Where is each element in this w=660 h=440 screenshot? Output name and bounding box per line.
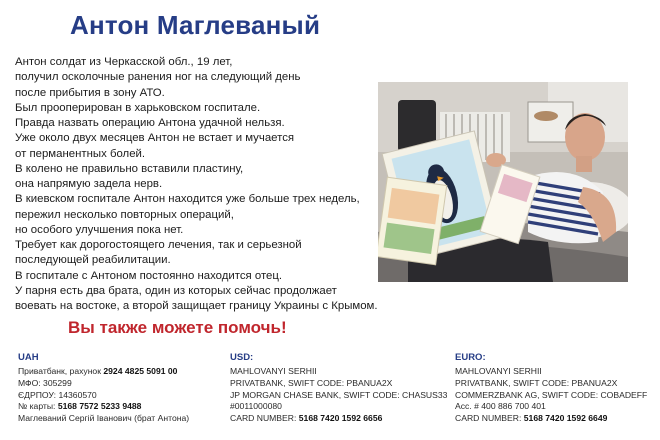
story-line: В госпитале с Антоном постоянно находится отец.: [15, 269, 283, 282]
bank1-row: PRIVATBANK, SWIFT CODE: PBANUA2X: [455, 377, 618, 388]
story-line: Правда назвать операцию Антона удачной нельзя.: [15, 117, 285, 129]
name-row: MAHLOVANYI SERHII: [455, 366, 542, 376]
card-number: 5168 7420 1592 6656: [298, 413, 383, 424]
account-row: [18, 366, 189, 378]
photo-illustration: [378, 82, 628, 282]
card-row: [230, 413, 447, 425]
account-row: Acc. # 400 886 700 401: [455, 401, 546, 412]
card-label: CARD NUMBER:: [455, 413, 524, 424]
card-number: 5168 7420 1592 6649: [523, 413, 608, 424]
story-line: от перманентных болей.: [15, 147, 146, 160]
story-line: пережил несколько повторных операций,: [15, 208, 234, 221]
story-line: после прибытия в зону АТО.: [15, 86, 165, 99]
story-line: воевать на востоке, а второй защищает границу Украины с Крымом.: [15, 300, 378, 312]
bank-details-eur: [455, 352, 647, 425]
story-line: В колено не правильно вставили пластину,: [15, 162, 244, 175]
account-row: #0011000080: [230, 401, 282, 412]
story-line: Был прооперирован в харьковском госпитале.: [15, 101, 261, 114]
account-number: 2924 4825 5091 00: [103, 366, 178, 376]
story-line: получил осколочные ранения ног на следующий день: [15, 71, 301, 84]
bank-details-usd: [230, 352, 447, 425]
bank2-row: COMMERZBANK AG, SWIFT CODE: COBADEFF: [455, 389, 648, 400]
bank-details-uah: [18, 352, 189, 425]
story-line: Требует как дорогостоящего лечения, так и серьезной: [15, 239, 302, 251]
story-line: В киевском госпитале Антон находится уже больше трех недель,: [15, 193, 360, 206]
story-line: но особого улучшения пока нет.: [15, 223, 184, 236]
card-row: [18, 401, 189, 413]
currency-heading: EURO:: [455, 352, 486, 363]
mfo-row: МФО: 305299: [18, 377, 72, 388]
bank2-row: JP MORGAN CHASE BANK, SWIFT CODE: CHASUS33: [230, 389, 448, 400]
card-number: 5168 7572 5233 9488: [57, 401, 142, 412]
page-title: Антон Маглеваный: [70, 10, 321, 40]
currency-heading: USD:: [230, 352, 254, 363]
story-line: она напрямую задела нерв.: [15, 178, 163, 190]
currency-heading: UAH: [18, 352, 39, 363]
card-label: CARD NUMBER:: [230, 413, 299, 424]
holder-row: Маглеваний Сергій Іванович (брат Антона): [18, 413, 190, 424]
story-text: [15, 55, 390, 314]
story-line: Уже около двух месяцев Антон не встает и мучается: [15, 132, 295, 145]
photo-soldier-in-hospital: [378, 82, 628, 282]
story-line: Антон солдат из Черкасской обл., 19 лет,: [15, 56, 233, 68]
card-label: № карты:: [18, 401, 58, 412]
bank1-row: PRIVATBANK, SWIFT CODE: PBANUA2X: [230, 377, 393, 388]
name-row: MAHLOVANYI SERHII: [230, 366, 317, 376]
call-to-action: Вы также можете помочь!: [68, 318, 287, 337]
card-row: [455, 413, 647, 425]
story-line: У парня есть два брата, один из которых сейчас продолжает: [15, 284, 337, 297]
story-line: последующей реабилитации.: [15, 254, 171, 267]
edrpou-row: ЄДРПОУ: 14360570: [18, 389, 97, 400]
account-label: Приватбанк, рахунок: [18, 366, 104, 376]
